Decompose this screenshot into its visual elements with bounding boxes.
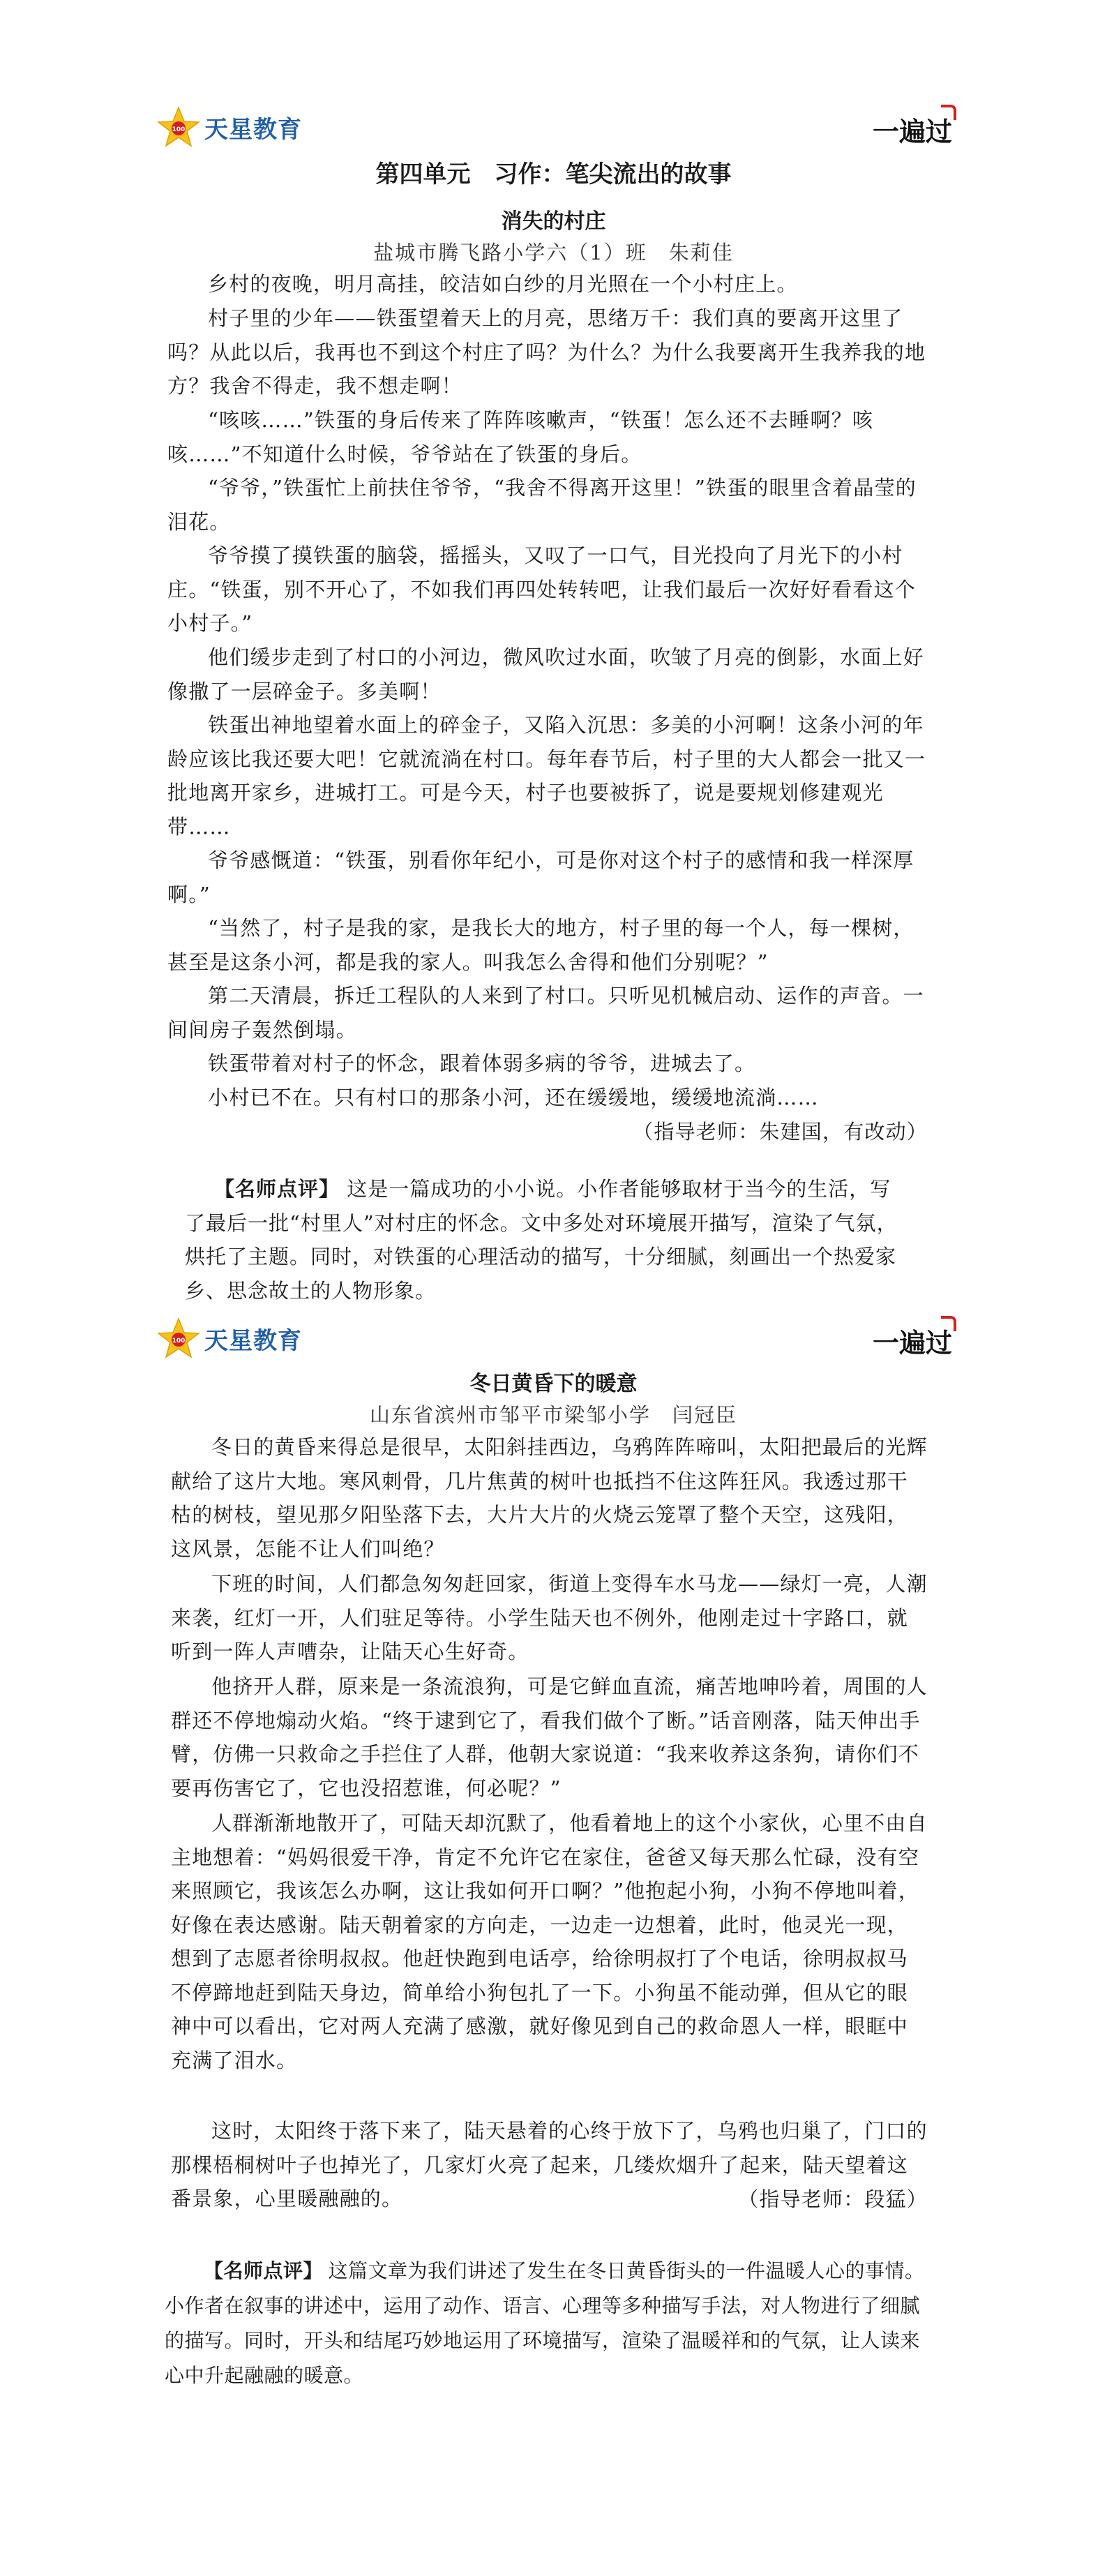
teacher-comment (165, 2254, 932, 2394)
paragraph: 第二天清晨，拆迁工程队的人来到了村口。只听见机械启动、运作的声音。一间间房子轰然倒塌。 (167, 984, 924, 1042)
star-logo-icon (157, 106, 200, 148)
svg-text:100: 100 (172, 1338, 186, 1345)
tianxing-logo (157, 106, 302, 148)
svg-text:100: 100 (172, 126, 186, 133)
paragraph: 他们缓步走到了村口的小河边，微风吹过水面，吹皱了月亮的倒影，水面上好像撒了一层碎金子。多美啊！ (167, 645, 924, 703)
paragraph: 冬日的黄昏来得总是很早，太阳斜挂西边，乌鸦阵阵啼叫，太阳把最后的光辉献给了这片大地。寒风刺骨，几片焦黄的树叶也抵挡不住这阵狂风。我透过那干枯的树枝，望见那夕阳坠落下去，大片大片的火烧云笼罩了整个天空，这残阳，这风景，怎能不让人们叫绝？ (171, 1435, 928, 1561)
essay-byline: 盐城市腾飞路小学六（1）班 朱莉佳 (373, 241, 734, 264)
teacher-comment (185, 1172, 910, 1308)
essay-title: 消失的村庄 (501, 209, 606, 234)
comment-text: 这篇文章为我们讲述了发生在冬日黄昏街头的一件温暖人心的事情。小作者在叙事的讲述中，运用了动作、语言、心理等多种描写手法，对人物进行了细腻的描写。同时，开头和结尾巧妙地运用了环境描写，渲染了温暖祥和的气氛，让人读来心中升起融融的暖意。 (165, 2261, 925, 2387)
page-header (157, 1317, 952, 1366)
page-header (157, 106, 952, 155)
paragraph: 村子里的少年——铁蛋望着天上的月亮，思绪万千：我们真的要离开这里了吗？从此以后，我再也不到这个村庄了吗？为什么？为什么我要离开生我养我的地方？我舍不得走，我不想走啊！ (167, 306, 926, 398)
essay-byline: 山东省滨州市邹平市梁邹小学 闫冠臣 (369, 1403, 737, 1427)
brand-yibianguo: 一遍过 (873, 1321, 952, 1360)
logo-text: 天星教育 (204, 115, 302, 144)
teacher-note: （指导老师：段猛） (738, 2187, 928, 2211)
paragraph: 爷爷感慨道：“铁蛋，别看你年纪小，可是你对这个村子的感情和我一样深厚啊。” (167, 848, 914, 906)
paragraph: “爷爷，”铁蛋忙上前扶住爷爷，“我舍不得离开这里！”铁蛋的眼里含着晶莹的泪花。 (167, 476, 917, 534)
paragraph: 铁蛋出神地望着水面上的碎金子，又陷入沉思：多美的小河啊！这条小河的年龄应该比我还要大吧！它就流淌在村口。每年春节后，村子里的大人都会一批又一批地离开家乡，进城打工。可是今天，村子也要被拆了，说是要规划修建观光带…… (167, 713, 926, 839)
unit-title: 第四单元 习作：笔尖流出的故事 (375, 160, 732, 188)
essay-title: 冬日黄昏下的暖意 (469, 1372, 638, 1396)
paragraph: 铁蛋带着对村子的怀念，跟着体弱多病的爷爷，进城去了。 (208, 1051, 756, 1075)
brand-yibianguo: 一遍过 (873, 110, 952, 149)
paragraph: 爷爷摸了摸铁蛋的脑袋，摇摇头，又叹了一口气，目光投向了月光下的小村庄。“铁蛋，别不开心了，不如我们再四处转转吧，让我们最后一次好好看看这个小村子。” (167, 544, 917, 635)
tianxing-logo (157, 1317, 302, 1359)
comment-label: 【名师点评】 (204, 2259, 324, 2282)
paragraph: 乡村的夜晚，明月高挂，皎洁如白纱的月光照在一个小村庄上。 (208, 272, 798, 296)
paragraph: 这时，太阳终于落下来了，陆天悬着的心终于放下了，乌鸦也归巢了，门口的那棵梧桐树叶子也掉光了，几家灯火亮了起来，几缕炊烟升了起来，陆天望着这番景象，心里暖融融的。 (171, 2119, 928, 2210)
comment-text: 这是一篇成功的小小说。小作者能够取材于当今的生活，写了最后一批“村里人”对村庄的怀念。文中多处对环境展开描写，渲染了气氛，烘托了主题。同时，对铁蛋的心理活动的描写，十分细腻，刻画出一个热爱家乡、思念故土的人物形象。 (185, 1177, 898, 1303)
paragraph: 人群渐渐地散开了，可陆天却沉默了，他看着地上的这个小家伙，心里不由自主地想着：“妈妈很爱干净，肯定不允许它在家住，爸爸又每天那么忙碌，没有空来照顾它，我该怎么办啊，这让我如何开口啊？”他抱起小狗，小狗不停地叫着，好像在表达感谢。陆天朝着家的方向走，一边走一边想着，此时，他灵光一现，想到了志愿者徐明叔叔。他赶快跑到电话亭，给徐明叔打了个电话，徐明叔叔马不停蹄地赶到陆天身边，简单给小狗包扎了一下。小狗虽不能动弹，但从它的眼神中可以看出，它对两人充满了感激，就好像见到自己的救命恩人一样，眼眶中充满了泪水。 (171, 1811, 928, 2072)
paragraph: “当然了，村子是我的家，是我长大的地方，村子里的每一个人，每一棵树，甚至是这条小河，都是我的家人。叫我怎么舍得和他们分别呢？” (167, 916, 914, 974)
teacher-note: （指导老师：朱建国，有改动） (633, 1120, 928, 1144)
paragraph: 他挤开人群，原来是一条流浪狗，可是它鲜血直流，痛苦地呻吟着，周围的人群还不停地煽动火焰。“终于逮到它了，看我们做个了断。”话音刚落，陆天伸出手臂，仿佛一只救命之手拦住了人群，他朝大家说道：“我来收养这条狗，请你们不要再伤害它了，它也没招惹谁，何必呢？” (171, 1675, 928, 1800)
paragraph: 下班的时间，人们都急匆匆赶回家，街道上变得车水马龙——绿灯一亮，人潮来袭，红灯一开，人们驻足等待。小学生陆天也不例外，他刚走过十字路口，就听到一阵人声嘈杂，让陆天心生好奇。 (171, 1572, 928, 1663)
logo-text: 天星教育 (204, 1326, 302, 1355)
paragraph: “咳咳……”铁蛋的身后传来了阵阵咳嗽声，“铁蛋！怎么还不去睡啊？咳咳……”不知道什么时候，爷爷站在了铁蛋的身后。 (167, 408, 874, 466)
comment-label: 【名师点评】 (214, 1177, 340, 1201)
paragraph: 小村已不在。只有村口的那条小河，还在缓缓地，缓缓地流淌…… (208, 1086, 819, 1109)
star-logo-icon (157, 1317, 200, 1359)
